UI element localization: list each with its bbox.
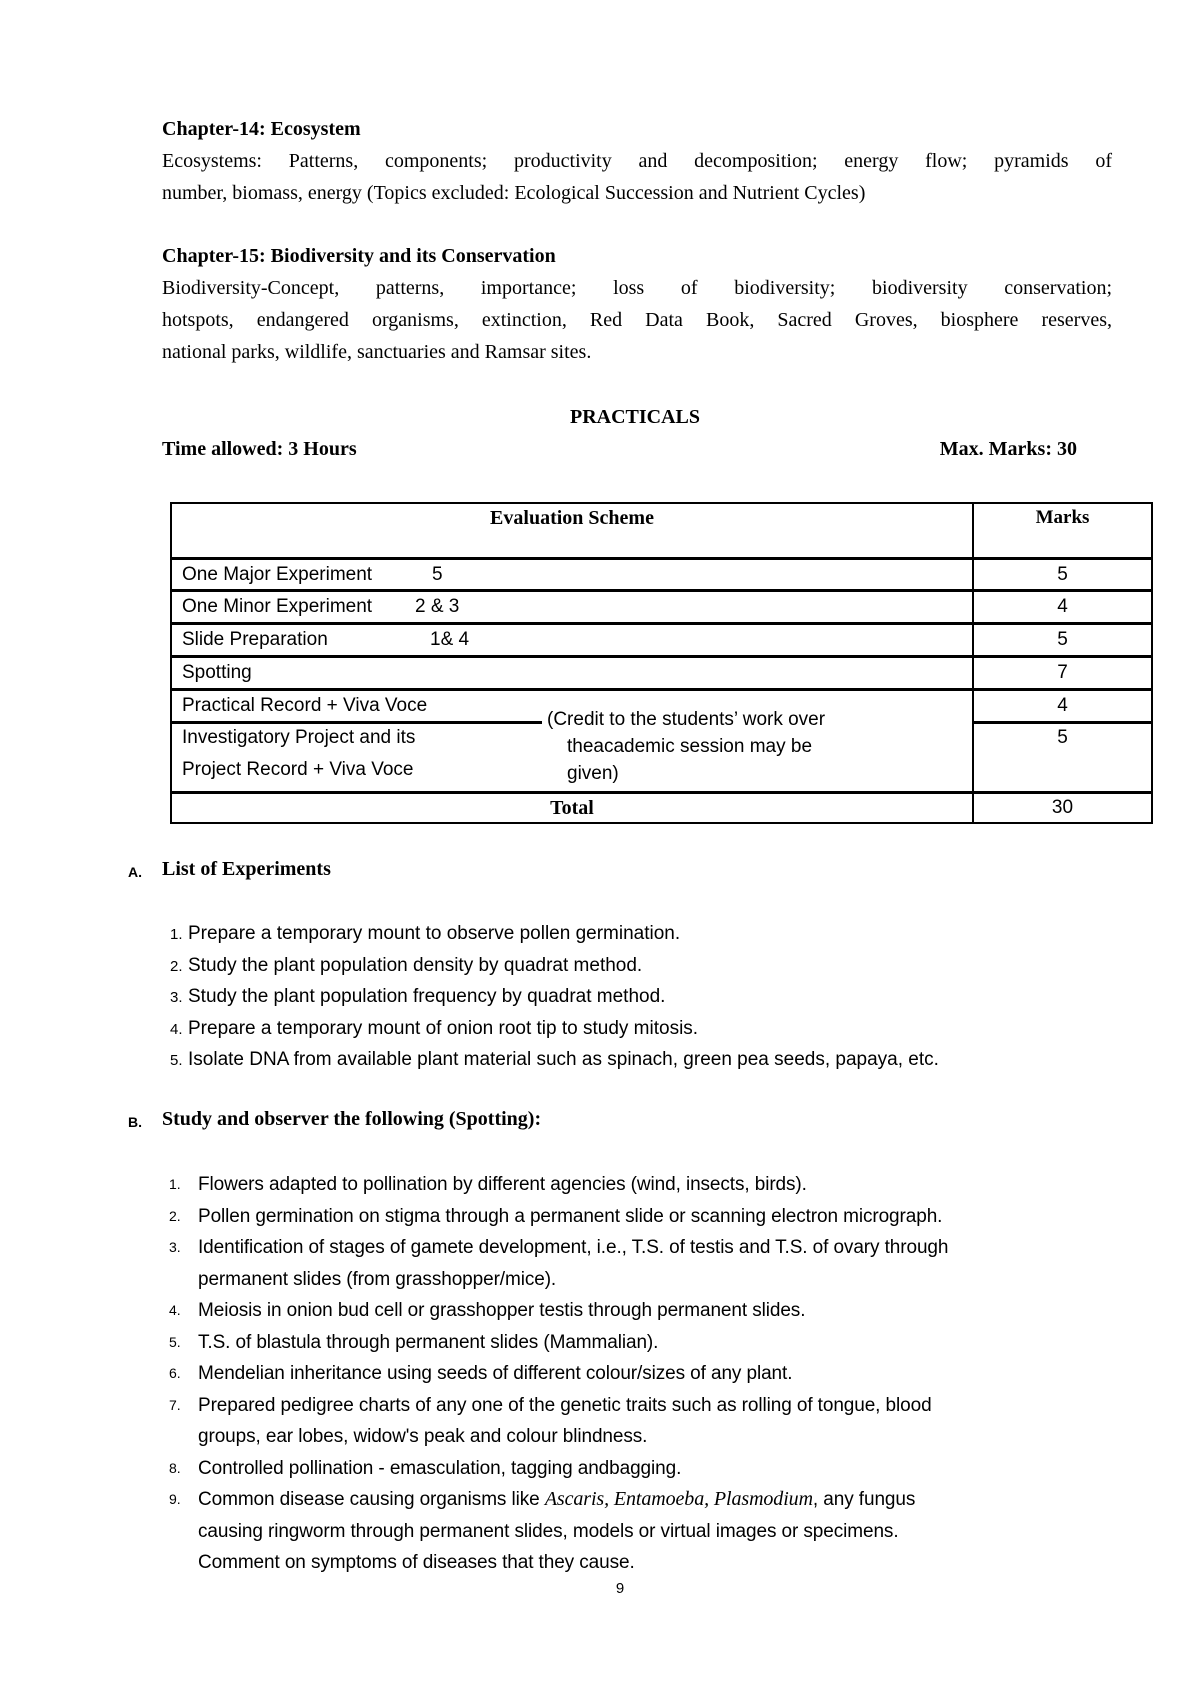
item-number: 8.: [169, 1459, 181, 1476]
item-number: 6.: [169, 1365, 181, 1381]
row-minor-ref: 2 & 3: [415, 596, 460, 617]
item-text: Study the plant population frequency by quadrat method.: [188, 986, 666, 1007]
section-b-letter: B.: [128, 1114, 142, 1130]
practicals-title: PRACTICALS: [569, 406, 701, 428]
item-text: Prepare a temporary mount of onion root tip to study mitosis.: [188, 1017, 699, 1039]
list-item: [170, 950, 1120, 982]
row-slide-marks: 5: [1057, 629, 1068, 650]
row-project-label-2: Project Record + Viva Voce: [182, 759, 414, 780]
item-text: Common disease causing organisms like: [198, 1489, 545, 1510]
row-major-ref: 5: [432, 564, 443, 585]
row-project-marks: 5: [1057, 727, 1068, 748]
list-item: [162, 1390, 1122, 1453]
item-text: Pollen germination on stigma through a permanent slide or scanning electron micrograph.: [198, 1205, 943, 1227]
list-item: [162, 1358, 1122, 1390]
item-number: 1.: [169, 1176, 181, 1192]
header-marks: Marks: [1035, 507, 1090, 528]
list-item: [170, 981, 1120, 1013]
row-spotting-marks: 7: [1057, 662, 1068, 683]
chapter-15-section: [162, 240, 1112, 368]
header-evaluation-scheme: Evaluation Scheme: [490, 507, 654, 529]
item-text: Prepare a temporary mount to observe pollen germination.: [188, 923, 681, 944]
list-item: [162, 1169, 1122, 1201]
row-major-marks: 5: [1057, 564, 1068, 585]
item-number: 3.: [169, 1239, 181, 1255]
item-text-continued: causing ringworm through permanent slides, models or virtual images or specimens.: [198, 1520, 899, 1542]
item-number: 1.: [170, 926, 183, 943]
chapter-15-line-1: Biodiversity-Concept, patterns, importance; loss of biodiversity; biodiversity conservation;: [162, 277, 1112, 299]
chapter-14-heading: Chapter-14: Ecosystem: [162, 118, 361, 140]
section-a-letter: A.: [128, 864, 142, 880]
row-minor-marks: 4: [1057, 596, 1068, 617]
evaluation-table: [170, 502, 1153, 824]
chapter-15-line-2: hotspots, endangered organisms, extinction, Red Data Book, Sacred Groves, biosphere reserves,: [162, 309, 1112, 331]
list-item: [170, 1013, 1120, 1045]
item-text: Identification of stages of gamete development, i.e., T.S. of testis and T.S. of ovary through: [198, 1237, 949, 1258]
row-slide-label: Slide Preparation: [182, 629, 328, 650]
chapter-14-line-1: Ecosystems: Patterns, components; productivity and decomposition; energy flow; pyramids of: [162, 150, 1112, 172]
chapter-14-line-2: number, biomass, energy (Topics excluded: Ecological Succession and Nutrient Cycles): [162, 182, 866, 204]
chapter-14-section: [162, 113, 1112, 209]
row-project-label-1: Investigatory Project and its: [182, 727, 416, 748]
item-number: 2.: [169, 1207, 181, 1224]
time-allowed: Time allowed: 3 Hours: [162, 438, 357, 460]
spotting-list: [162, 1169, 1122, 1579]
credit-note-2: theacademic session may be: [567, 736, 813, 757]
row-spotting-label: Spotting: [182, 662, 252, 683]
list-item: [162, 1232, 1122, 1295]
list-item: [162, 1201, 1122, 1233]
item-text: T.S. of blastula through permanent slides (Mammalian).: [198, 1331, 659, 1353]
row-record-marks: 4: [1057, 695, 1068, 716]
item-text: Meiosis in onion bud cell or grasshopper testis through permanent slides.: [198, 1300, 806, 1321]
item-text: Flowers adapted to pollination by different agencies (wind, insects, birds).: [198, 1174, 807, 1195]
item-text: Controlled pollination - emasculation, tagging andbagging.: [198, 1457, 682, 1479]
item-number: 3.: [170, 989, 183, 1006]
item-text-tail: , any fungus: [812, 1489, 916, 1510]
list-item: [170, 918, 1120, 950]
item-number: 4.: [170, 1020, 183, 1038]
item-text-continued: Comment on symptoms of diseases that they cause.: [198, 1552, 635, 1573]
credit-note-1: (Credit to the students’ work over: [547, 709, 826, 730]
chapter-15-line-3: national parks, wildlife, sanctuaries and Ramsar sites.: [162, 341, 592, 363]
credit-note-3: given): [567, 763, 619, 784]
item-number: 2.: [170, 957, 183, 975]
time-marks-row: [162, 438, 1077, 461]
row-record-label: Practical Record + Viva Voce: [182, 695, 428, 716]
list-item: [162, 1484, 1122, 1579]
item-text: Mendelian inheritance using seeds of different colour/sizes of any plant.: [198, 1363, 793, 1384]
section-b-title: Study and observer the following (Spotting):: [162, 1108, 542, 1130]
chapter-15-heading: Chapter-15: Biodiversity and its Conservation: [162, 245, 556, 267]
item-number: 9.: [169, 1491, 181, 1507]
item-number: 5.: [169, 1333, 181, 1350]
max-marks: Max. Marks: 30: [939, 438, 1077, 460]
list-item: [170, 1044, 1120, 1076]
organism-names: Ascaris, Entamoeba, Plasmodium: [544, 1488, 813, 1510]
page-number: 9: [615, 1580, 625, 1597]
row-minor-label: One Minor Experiment: [182, 596, 373, 617]
experiment-list: [170, 918, 1120, 1076]
list-item: [162, 1295, 1122, 1327]
row-major-label: One Major Experiment: [182, 564, 373, 585]
section-a-title: List of Experiments: [162, 858, 331, 880]
list-item: [162, 1327, 1122, 1359]
item-text: Study the plant population density by quadrat method.: [188, 954, 643, 976]
total-label: Total: [550, 797, 594, 819]
row-slide-ref: 1& 4: [430, 629, 470, 650]
item-number: 5.: [170, 1052, 183, 1069]
item-text-continued: permanent slides (from grasshopper/mice).: [198, 1268, 557, 1290]
item-text-continued: groups, ear lobes, widow's peak and colour blindness.: [198, 1426, 648, 1447]
item-number: 4.: [169, 1302, 181, 1318]
list-item: [162, 1453, 1122, 1485]
item-text: Prepared pedigree charts of any one of the genetic traits such as rolling of tongue, blood: [198, 1394, 932, 1416]
item-text: Isolate DNA from available plant material such as spinach, green pea seeds, papaya, etc.: [188, 1049, 939, 1070]
total-marks: 30: [1051, 797, 1074, 818]
item-number: 7.: [169, 1396, 181, 1413]
